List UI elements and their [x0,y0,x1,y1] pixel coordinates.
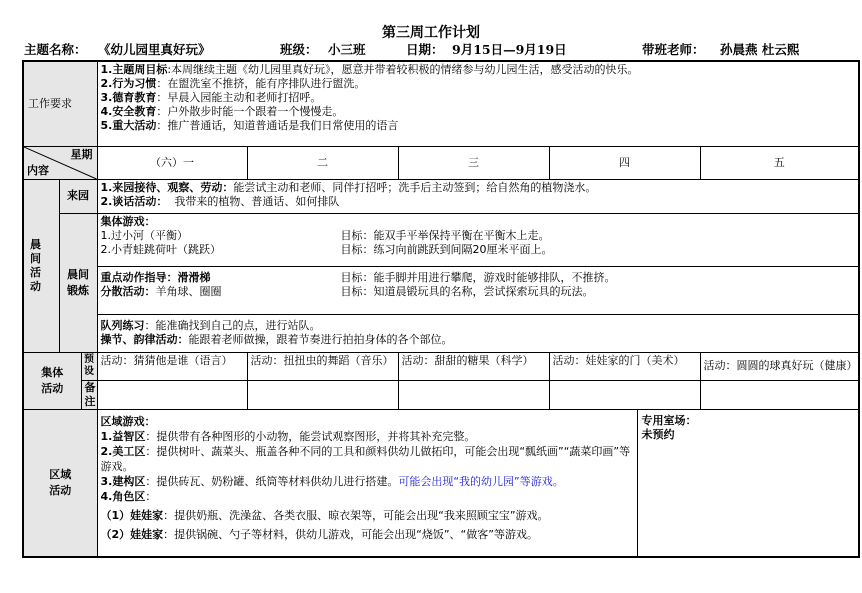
note-tue [247,380,398,409]
area-3-head: 3.建构区 [100,474,146,488]
rhythm-head: 操节、韵律活动： [100,332,189,346]
exercise-content [97,213,859,352]
work-req-5-text: ：推广普通话，知道普通话是我们日常使用的语言 [156,119,399,132]
day-fri: 五 [700,146,859,179]
collective-games [98,214,859,267]
theme-value: 《幼儿园里真好玩》 [98,42,211,57]
work-req-4-head: 4.安全教育 [100,105,157,118]
plan-table [22,60,860,558]
work-req-2-text: ：在盥洗室不推挤，能有序排队进行盥洗。 [156,77,366,90]
week-diagonal-cell [23,146,97,179]
game-2-name: 2.小青蛙跳荷叶（跳跃） [100,242,221,256]
arrival-line1-text: 能尝试主动和老师、同伴打招呼；洗手后主动签到；给自然角的植物浇水。 [233,180,597,194]
page-title: 第三周工作计划 [382,25,480,41]
date-label: 日期： [406,42,444,57]
area-1-head: 1.益智区 [100,429,146,443]
drill-head: 队列练习 [100,318,145,332]
teacher-value: 孙晨燕 杜云熙 [720,42,800,57]
work-req-4-text: ：户外散步时能一个跟着一个慢慢走。 [156,105,344,118]
note-thu [549,380,700,409]
note-label: 备注 [81,380,97,409]
note-mon [97,380,247,409]
exercise-label: 晨间锻炼 [59,213,97,352]
class-value: 小三班 [328,42,366,57]
area-content [97,409,637,557]
content-label: 内容 [27,163,49,177]
scatter-text: 羊角球、圈圈 [155,284,222,298]
game-2-goal: 目标：练习向前跳跃到间隔20厘米平面上。 [340,242,553,256]
special-room [637,409,859,557]
area-3-blue: 可能会出现“我的幼儿园”等游戏。 [398,474,564,488]
arrival-line2-text: 我带来的植物、普通话、如何排队 [167,194,340,208]
activity-wed: 活动：甜甜的糖果（科学） [398,352,549,380]
work-req-label: 工作要求 [23,61,97,146]
preset-label: 预设 [81,352,97,380]
area-6-text: ：提供锅碗、勺子等材料，供幼儿游戏，可能会出现“烧饭”、“做客”等游戏。 [163,527,538,541]
class-label: 班级： [280,42,318,57]
focus-guidance [98,267,859,315]
area-3-text: ：提供砖瓦、奶粉罐、纸筒等材料供幼儿进行搭建。 [145,474,399,488]
area-label: 区域活动 [23,409,97,557]
week-label: 星期 [70,147,93,161]
teacher-label: 带班老师： [642,42,705,57]
day-mon: （六）一 [97,146,247,179]
work-req-5-head: 5.重大活动 [100,119,157,132]
activity-tue: 活动：扭扭虫的舞蹈（音乐） [247,352,398,380]
area-4-text: ： [145,489,157,503]
work-req-2-head: 2.行为习惯 [100,77,157,90]
day-wed: 三 [398,146,549,179]
group-label: 集体活动 [23,352,81,409]
game-1-name: 1.过小河（平衡） [100,228,188,242]
area-4-head: 4.角色区 [100,489,146,503]
drill-section [98,315,859,348]
drill-text: ：能准确找到自己的点，进行站队。 [144,318,321,332]
arrival-label: 来园 [59,179,97,213]
date-value: 9月15日—9月19日 [452,42,567,57]
rhythm-text: 能跟着老师做操，跟着节奏进行拍拍身体的各个部位。 [188,332,453,346]
arrival-content [97,179,859,213]
game-1-goal: 目标：能双手平举保持平衡在平衡木上走。 [340,228,550,242]
activity-mon: 活动：猜猜他是谁（语言） [97,352,247,380]
collective-games-head: 集体游戏： [100,214,156,228]
work-req-3-head: 3.德育教育 [100,91,157,104]
note-fri [700,380,859,409]
focus-goal: 目标：能手脚并用进行攀爬，游戏时能够排队，不推挤。 [340,270,616,284]
scatter-head: 分散活动： [100,284,156,298]
special-room-value: 未预约 [641,427,675,441]
arrival-line1-head: 1.来园接待、观察、劳动： [100,180,234,194]
day-thu: 四 [549,146,700,179]
area-1-text: ：提供带有各种图形的小动物，能尝试观察图形，并将其补充完整。 [145,429,476,443]
area-2-head: 2.美工区 [100,444,146,458]
special-room-label: 专用室场： [641,413,697,427]
area-5-text: ：提供奶瓶、洗澡盆、各类衣服、晾衣架等，可能会出现“我来照顾宝宝”游戏。 [163,508,549,522]
area-head: 区域游戏： [100,414,156,428]
arrival-line2-head: 2.谈话活动： [100,194,168,208]
note-wed [398,380,549,409]
activity-thu: 活动：娃娃家的门（美术） [549,352,700,380]
focus-head: 重点动作指导：滑滑梯 [100,270,211,284]
work-req-3-text: ：早晨入园能主动和老师打招呼。 [156,91,322,104]
morning-label: 晨间活动 [23,179,59,352]
theme-label: 主题名称： [24,42,87,57]
area-5-head: （1）娃娃家 [100,508,164,522]
work-req-1-head: 1.主题周目标 [100,63,168,76]
area-2-text: ：提供树叶、蔬菜头、瓶盖各种不同的工具和颜料供幼儿做拓印，可能会出现“瓢纸画”“蔬菜印画”等游戏。 [100,444,631,473]
activity-fri: 活动：圆圆的球真好玩（健康） [700,352,859,380]
work-req-content [97,61,859,146]
day-tue: 二 [247,146,398,179]
work-req-1-text: :本周继续主题《幼儿园里真好玩》，愿意并带着较积极的情绪参与幼儿园生活，感受活动的快乐。 [167,63,639,76]
area-6-head: （2）娃娃家 [100,527,164,541]
scatter-goal: 目标：知道晨锻玩具的名称，尝试探索玩具的玩法。 [340,284,594,298]
